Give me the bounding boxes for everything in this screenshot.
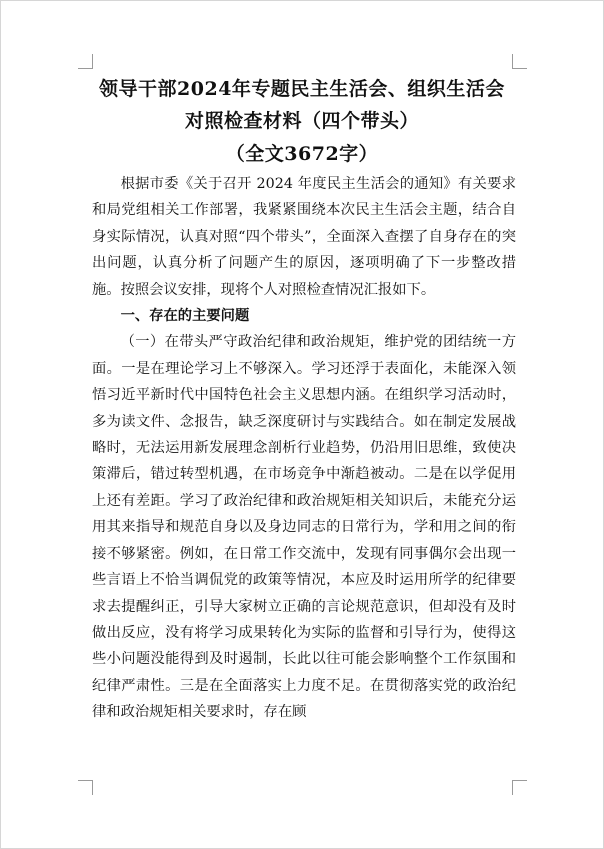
margin-mark-bottom-right	[512, 780, 527, 795]
document-body	[92, 171, 516, 726]
document-word-count: （全文3672字）	[225, 143, 379, 165]
margin-mark-top-left	[78, 54, 93, 69]
section-heading: 一、存在的主要问题	[120, 308, 250, 325]
margin-mark-top-right	[512, 54, 527, 69]
margin-mark-bottom-left	[78, 780, 93, 795]
document-title-line-2: 对照检查材料（四个带头）	[184, 110, 419, 132]
intro-paragraph: 根据市委《关于召开 2024 年度民主生活会的通知》有关要求和局党组相关工作部署，我紧紧围绕本次民主生活会主题，结合自身实际情况，认真对照“四个带头”，全面深入查摆了自身存在的突出问题，认真分析了问题产生的原因，逐项明确了下一步整改措施。按照会议安排，现将个人对照检查情况汇报如下。	[92, 176, 516, 298]
document-title-line-1: 领导干部2024年专题民主生活会、组织生活会	[99, 78, 505, 100]
body-paragraph: （一）在带头严守政治纪律和政治规矩，维护党的团结统一方面。一是在理论学习上不够深入。学习还浮于表面化，未能深入领悟习近平新时代中国特色社会主义思想内涵。在组织学习活动时，多为读文件、念报告，缺乏深度研讨与实践结合。如在制定发展战略时，无法运用新发展理念剖析行业趋势，仍沿用旧思维，致使决策滞后，错过转型机遇，在市场竞争中渐趋被动。二是在以学促用上还有差距。学习了政治纪律和政治规矩相关知识后，未能充分运用其来指导和规范自身以及身边同志的日常行为，学和用之间的衔接不够紧密。例如，在日常工作交流中，发现有同事偶尔会出现一些言语上不恰当调侃党的政策等情况，本应及时运用所学的纪律要求去提醒纠正，引导大家树立正确的言论规范意识，但却没有及时做出反应，没有将学习成果转化为实际的监督和引导行为，使得这些小问题没能得到及时遏制，长此以往可能会影响整个工作氛围和纪律严肃性。三是在全面落实上力度不足。在贯彻落实党的政治纪律和政治规矩相关要求时，存在顾	[92, 334, 516, 721]
